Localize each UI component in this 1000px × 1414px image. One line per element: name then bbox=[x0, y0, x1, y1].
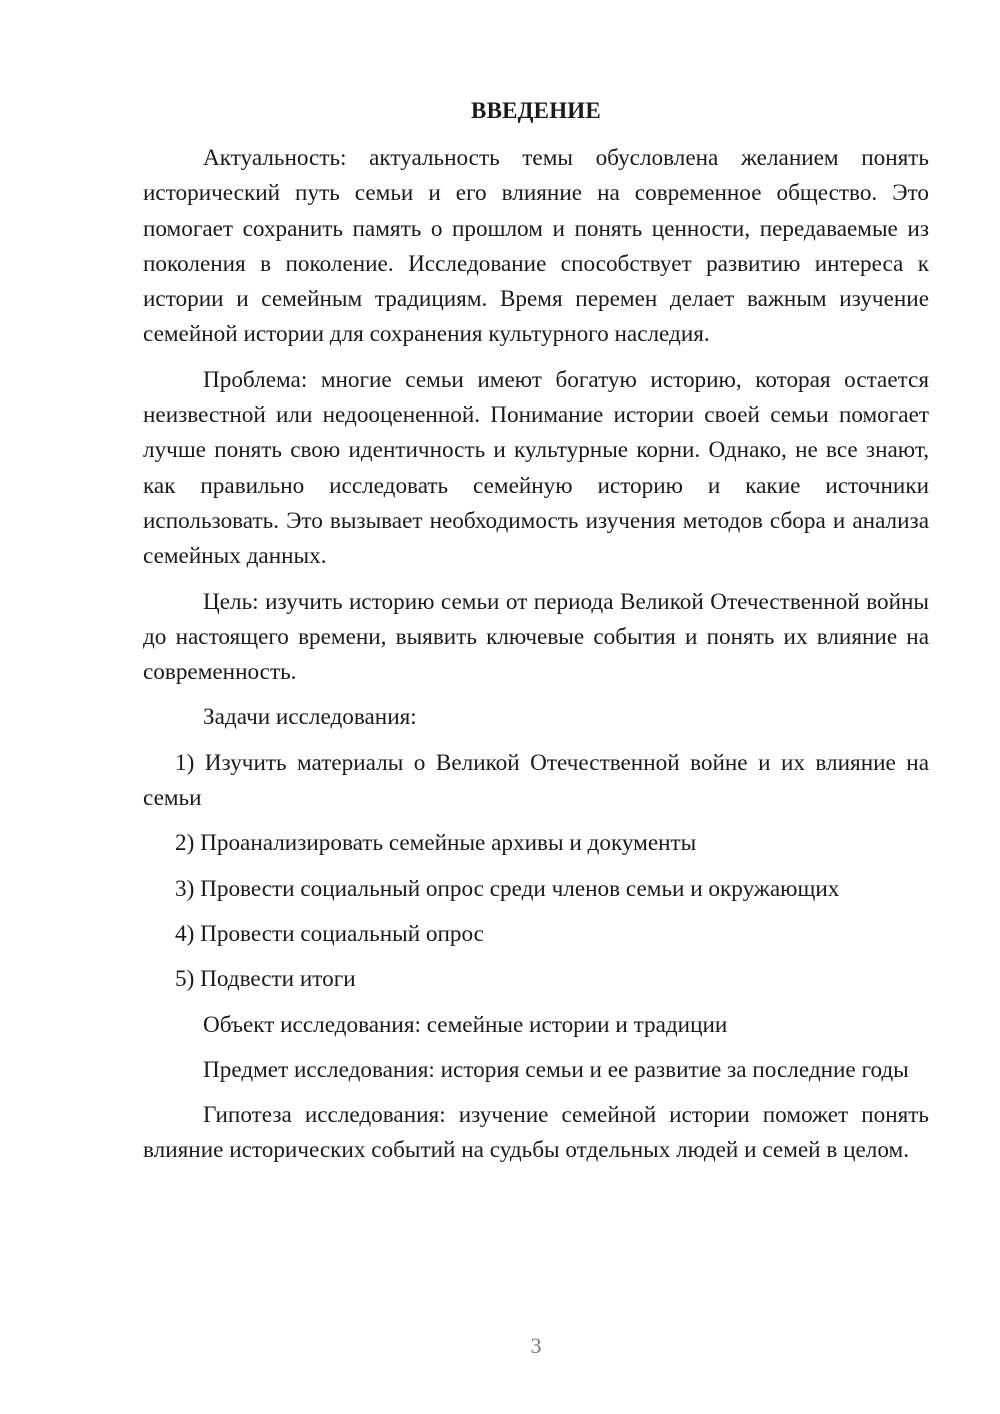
problem-paragraph: Проблема: многие семьи имеют богатую историю, которая остается неизвестной или недооцененной. Понимание истории своей семьи помогает лучше понять свою идентичность и культурные корни. Однако, не все знают, как правильно исследовать семейную историю и какие источники использовать. Это вызывает необходимость изучения методов сбора и анализа семейных данных. bbox=[143, 366, 929, 570]
relevance-paragraph: Актуальность: актуальность темы обусловлена желанием понять исторический путь семьи и его влияние на современное общество. Это помогает сохранить память о прошлом и понять ценности, передаваемые из поколения в поколение. Исследование способствует развитию интереса к истории и семейным традициям. Время перемен делает важным изучение семейной истории для сохранения культурного наследия. bbox=[143, 145, 929, 348]
task-item: 4) Провести социальный опрос bbox=[175, 920, 484, 947]
task-item: 5) Подвести итоги bbox=[175, 966, 356, 993]
goal-paragraph: Цель: изучить историю семьи от периода Великой Отечественной войны до настоящего времени, выявить ключевые события и понять их влияние на современность. bbox=[143, 588, 929, 686]
task-item: 2) Проанализировать семейные архивы и документы bbox=[175, 830, 697, 857]
tasks-heading: Задачи исследования: bbox=[203, 704, 417, 731]
section-heading: ВВЕДЕНИЕ bbox=[471, 98, 601, 123]
task-item: 1) Изучить материалы о Великой Отечественной войне и их влияние на семьи bbox=[143, 749, 929, 812]
task-item: 3) Провести социальный опрос среди членов семьи и окружающих bbox=[175, 875, 840, 902]
object-paragraph: Объект исследования: семейные истории и традиции bbox=[203, 1011, 728, 1038]
subject-paragraph: Предмет исследования: история семьи и ее развитие за последние годы bbox=[203, 1056, 909, 1083]
page-number: 3 bbox=[530, 1333, 542, 1358]
document-body bbox=[143, 141, 929, 1179]
hypothesis-paragraph: Гипотеза исследования: изучение семейной истории поможет понять влияние исторических событий на судьбы отдельных людей и семей в целом. bbox=[143, 1102, 929, 1164]
